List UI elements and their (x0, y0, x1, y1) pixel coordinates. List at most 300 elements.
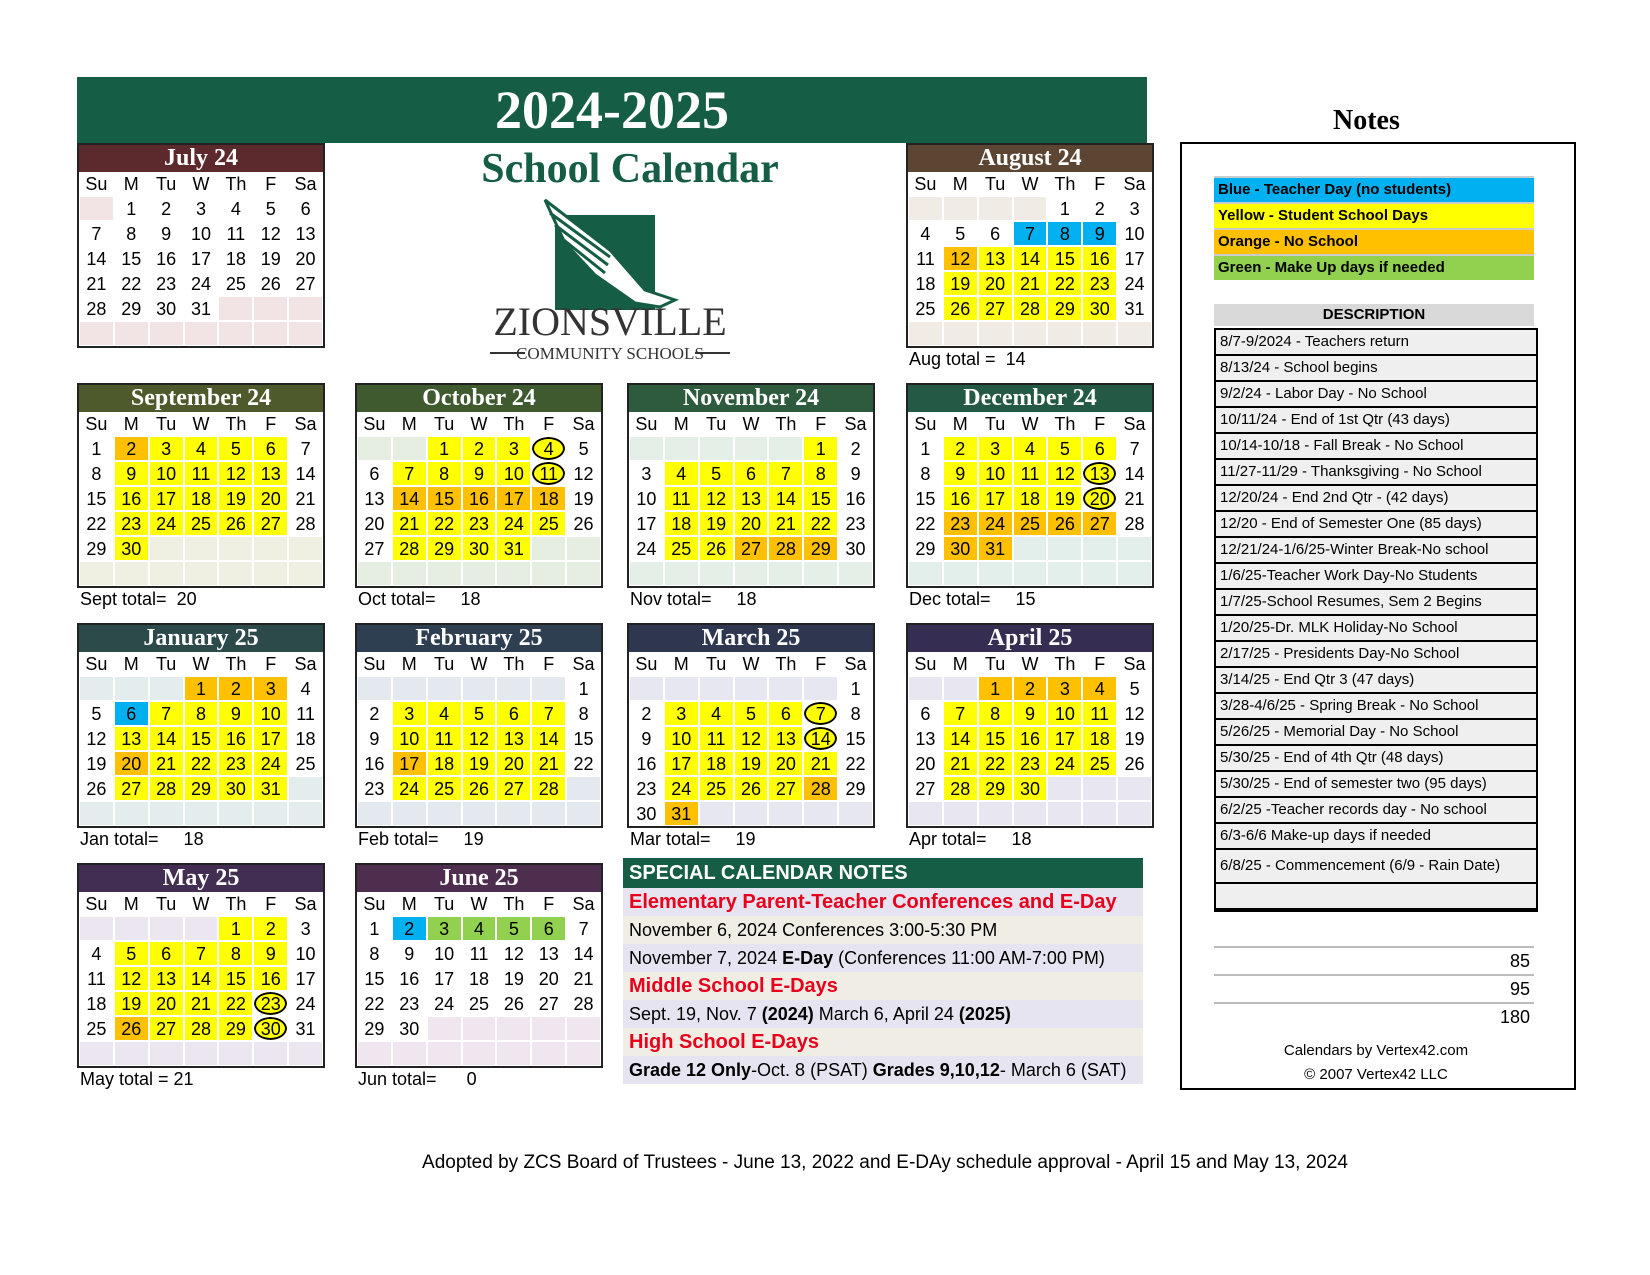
day-cell: 18 (288, 726, 323, 751)
day-cell: 14 (943, 726, 978, 751)
day-cell: 24 (496, 511, 531, 536)
day-cell: 15 (184, 726, 219, 751)
day-cell: 4 (218, 196, 253, 221)
month-5 (906, 383, 1154, 588)
day-cell: 29 (803, 536, 838, 561)
day-cell: 22 (427, 511, 462, 536)
day-cell: 5 (943, 221, 978, 246)
day-cell: 1 (357, 916, 392, 941)
day-cell: 13 (1082, 461, 1117, 486)
day-cell: 21 (392, 511, 427, 536)
month-0 (77, 143, 325, 348)
day-cell: 21 (288, 486, 323, 511)
day-cell: 30 (462, 536, 497, 561)
day-cell: 2 (462, 436, 497, 461)
day-cell: 17 (629, 511, 664, 536)
day-cell: 18 (664, 511, 699, 536)
empty-cell (1117, 801, 1152, 826)
empty-cell (79, 801, 114, 826)
weekday-label: Su (635, 414, 658, 434)
weekday-label: Su (363, 654, 386, 674)
logo-name: ZIONSVILLE (493, 299, 727, 344)
total-year: 180 (1214, 1002, 1534, 1030)
day-cell: 20 (1082, 486, 1117, 511)
day-cell: 4 (427, 701, 462, 726)
elementary-note-1: November 6, 2024 Conferences 3:00-5:30 PM (623, 916, 1143, 944)
day-cell: 16 (218, 726, 253, 751)
weekday-label: Tu (984, 174, 1006, 194)
weekday-label: Tu (155, 174, 177, 194)
day-cell: 11 (1013, 461, 1048, 486)
day-cell: 11 (699, 726, 734, 751)
day-cell: 9 (1013, 701, 1048, 726)
day-cell: 20 (357, 511, 392, 536)
month-title: September 24 (79, 385, 323, 412)
day-cell: 30 (838, 536, 873, 561)
day-cell: 8 (803, 461, 838, 486)
weekday-label: W (1021, 414, 1039, 434)
day-cell: 23 (253, 991, 288, 1016)
weekday-row (908, 172, 1152, 196)
day-cell: 26 (218, 511, 253, 536)
day-cell: 5 (734, 701, 769, 726)
weekday-row (79, 412, 323, 436)
day-cell: 7 (79, 221, 114, 246)
month-title: February 25 (357, 625, 601, 652)
empty-cell (114, 676, 149, 701)
day-cell: 15 (978, 726, 1013, 751)
day-cell: 1 (803, 436, 838, 461)
description-row: 6/3-6/6 Make-up days if needed (1216, 824, 1536, 850)
weekday-label: F (1094, 414, 1106, 434)
day-cell: 15 (427, 486, 462, 511)
day-cell: 14 (1013, 246, 1048, 271)
empty-cell (1082, 801, 1117, 826)
day-cell: 22 (184, 751, 219, 776)
day-cell: 14 (149, 726, 184, 751)
weekday-label: Tu (705, 654, 727, 674)
day-cell: 20 (496, 751, 531, 776)
adoption-note: Adopted by ZCS Board of Trustees - June 13, 2022 and E-DAy schedule approval - April 15 and May 13, 2024 (422, 1152, 1348, 1173)
day-cell: 23 (114, 511, 149, 536)
description-row: 9/2/24 - Labor Day - No School (1216, 382, 1536, 408)
day-cell: 19 (79, 751, 114, 776)
day-cell: 1 (908, 436, 943, 461)
empty-cell (357, 436, 392, 461)
day-cell: 26 (1117, 751, 1152, 776)
day-cell: 20 (734, 511, 769, 536)
weekday-row (357, 652, 601, 676)
empty-cell (943, 676, 978, 701)
weekday-label: Su (85, 894, 108, 914)
empty-cell (699, 561, 734, 586)
weekday-label: Su (914, 654, 937, 674)
description-row: 3/14/25 - End Qtr 3 (47 days) (1216, 668, 1536, 694)
day-cell: 19 (1117, 726, 1152, 751)
weekday-label: Sa (1123, 654, 1146, 674)
day-cell: 1 (978, 676, 1013, 701)
day-cell: 17 (184, 246, 219, 271)
weekday-label: Th (225, 414, 247, 434)
description-row: 3/28-4/6/25 - Spring Break - No School (1216, 694, 1536, 720)
empty-cell (288, 321, 323, 346)
weekday-label: F (815, 414, 827, 434)
legend-makeup-day: Green - Make Up days if needed (1214, 254, 1534, 280)
day-cell: 29 (1047, 296, 1082, 321)
day-cells (908, 436, 1152, 586)
description-row: 10/14-10/18 - Fall Break - No School (1216, 434, 1536, 460)
empty-cell (629, 561, 664, 586)
day-cell: 28 (943, 776, 978, 801)
weekday-label: Th (503, 894, 525, 914)
description-row: 8/13/24 - School begins (1216, 356, 1536, 382)
day-cell: 31 (1117, 296, 1152, 321)
day-cell: 15 (79, 486, 114, 511)
day-cell: 23 (392, 991, 427, 1016)
total-semester-one: 85 (1214, 946, 1534, 974)
day-cell: 11 (462, 941, 497, 966)
day-cell: 22 (908, 511, 943, 536)
day-cell: 30 (218, 776, 253, 801)
empty-cell (218, 561, 253, 586)
empty-cell (566, 1016, 601, 1041)
empty-cell (218, 321, 253, 346)
legend-no-school: Orange - No School (1214, 228, 1534, 254)
weekday-label: W (1021, 174, 1039, 194)
empty-cell (427, 1016, 462, 1041)
weekday-label: M (401, 654, 417, 674)
day-cell: 14 (392, 486, 427, 511)
day-cells (629, 436, 873, 586)
weekday-label: Th (1054, 174, 1076, 194)
weekday-label: M (401, 894, 417, 914)
day-cell: 5 (566, 436, 601, 461)
day-cell: 4 (664, 461, 699, 486)
empty-cell (908, 196, 943, 221)
weekday-label: Tu (155, 414, 177, 434)
day-cell: 9 (357, 726, 392, 751)
description-header: DESCRIPTION (1214, 304, 1534, 326)
empty-cell (566, 776, 601, 801)
day-cell: 26 (79, 776, 114, 801)
day-cell: 2 (392, 916, 427, 941)
day-cell: 15 (838, 726, 873, 751)
day-cell: 1 (79, 436, 114, 461)
empty-cell (288, 801, 323, 826)
special-calendar-notes (623, 858, 1143, 1084)
weekday-label: M (952, 654, 968, 674)
day-cell: 7 (184, 941, 219, 966)
empty-cell (149, 1041, 184, 1066)
day-cell: 16 (1082, 246, 1117, 271)
day-cell: 26 (253, 271, 288, 296)
day-cell: 27 (496, 776, 531, 801)
calendar-subtitle: School Calendar (481, 146, 779, 192)
day-cell: 11 (184, 461, 219, 486)
weekday-label: Tu (155, 894, 177, 914)
day-cell: 26 (496, 991, 531, 1016)
empty-cell (253, 561, 288, 586)
empty-cell (357, 801, 392, 826)
day-cell: 6 (908, 701, 943, 726)
day-cell: 19 (253, 246, 288, 271)
day-cell: 13 (734, 486, 769, 511)
day-cell: 11 (1082, 701, 1117, 726)
day-cell: 7 (803, 701, 838, 726)
empty-cell (531, 561, 566, 586)
empty-cell (1013, 536, 1048, 561)
day-cell: 5 (1047, 436, 1082, 461)
day-cell: 3 (392, 701, 427, 726)
description-row: 12/20/24 - End 2nd Qtr - (42 days) (1216, 486, 1536, 512)
weekday-label: Su (914, 174, 937, 194)
day-cell: 10 (1047, 701, 1082, 726)
month-title: March 25 (629, 625, 873, 652)
elementary-heading: Elementary Parent-Teacher Conferences and E-Day (623, 888, 1143, 916)
day-cell: 4 (908, 221, 943, 246)
day-cell: 17 (1047, 726, 1082, 751)
special-notes-header: SPECIAL CALENDAR NOTES (623, 858, 1143, 888)
day-cell: 6 (1082, 436, 1117, 461)
day-cell: 24 (184, 271, 219, 296)
day-cell: 8 (218, 941, 253, 966)
day-cell: 9 (149, 221, 184, 246)
day-cell: 20 (978, 271, 1013, 296)
empty-cell (79, 561, 114, 586)
weekday-label: W (192, 894, 210, 914)
month-title: October 24 (357, 385, 601, 412)
day-cell: 26 (1047, 511, 1082, 536)
total-semester-two: 95 (1214, 974, 1534, 1002)
day-cell: 16 (253, 966, 288, 991)
day-cell: 10 (664, 726, 699, 751)
day-cell: 15 (357, 966, 392, 991)
empty-cell (253, 536, 288, 561)
day-cell: 28 (79, 296, 114, 321)
weekday-label: Th (225, 174, 247, 194)
weekday-label: Sa (1123, 414, 1146, 434)
day-cell: 24 (288, 991, 323, 1016)
day-cell: 31 (288, 1016, 323, 1041)
empty-cell (184, 321, 219, 346)
day-cell: 13 (978, 246, 1013, 271)
day-cell: 21 (531, 751, 566, 776)
empty-cell (496, 1016, 531, 1041)
day-cell: 29 (427, 536, 462, 561)
empty-cell (699, 676, 734, 701)
weekday-row (629, 412, 873, 436)
day-cell: 14 (79, 246, 114, 271)
day-cell: 18 (699, 751, 734, 776)
empty-cell (629, 676, 664, 701)
empty-cell (1082, 536, 1117, 561)
month-7 (355, 623, 603, 828)
month-total: Jun total= 0 (358, 1069, 477, 1089)
day-cell: 14 (531, 726, 566, 751)
weekday-label: Su (914, 414, 937, 434)
day-cell: 30 (253, 1016, 288, 1041)
day-cell: 29 (114, 296, 149, 321)
day-cell: 22 (357, 991, 392, 1016)
day-cell: 10 (392, 726, 427, 751)
day-cell: 1 (838, 676, 873, 701)
day-cell: 18 (218, 246, 253, 271)
day-cell: 3 (1047, 676, 1082, 701)
day-cell: 3 (184, 196, 219, 221)
day-cell: 24 (664, 776, 699, 801)
month-title: January 25 (79, 625, 323, 652)
day-cell: 29 (838, 776, 873, 801)
day-cell: 6 (768, 701, 803, 726)
description-row: 1/20/25-Dr. MLK Holiday-No School (1216, 616, 1536, 642)
empty-cell (184, 916, 219, 941)
day-cell: 3 (1117, 196, 1152, 221)
day-cell: 13 (768, 726, 803, 751)
day-cell: 10 (184, 221, 219, 246)
day-cell: 8 (566, 701, 601, 726)
day-cell: 27 (908, 776, 943, 801)
day-cell: 5 (699, 461, 734, 486)
empty-cell (427, 676, 462, 701)
weekday-label: M (123, 414, 139, 434)
weekday-label: F (1094, 174, 1106, 194)
day-cell: 23 (943, 511, 978, 536)
empty-cell (768, 676, 803, 701)
day-cell: 9 (462, 461, 497, 486)
notes-title: Notes (1333, 105, 1400, 136)
weekday-label: Su (85, 174, 108, 194)
day-cell: 16 (149, 246, 184, 271)
day-cell: 21 (768, 511, 803, 536)
day-cells (357, 436, 601, 586)
empty-cell (699, 436, 734, 461)
weekday-row (908, 652, 1152, 676)
empty-cell (357, 1041, 392, 1066)
empty-cell (803, 801, 838, 826)
day-cell: 27 (149, 1016, 184, 1041)
day-cell: 20 (768, 751, 803, 776)
empty-cell (531, 801, 566, 826)
empty-cell (357, 561, 392, 586)
empty-cell (1047, 776, 1082, 801)
day-cell: 5 (462, 701, 497, 726)
empty-cell (531, 536, 566, 561)
day-cell: 25 (664, 536, 699, 561)
day-cell: 21 (184, 991, 219, 1016)
day-cell: 30 (629, 801, 664, 826)
empty-cell (149, 916, 184, 941)
weekday-label: Tu (984, 654, 1006, 674)
day-cell: 10 (427, 941, 462, 966)
empty-cell (427, 1041, 462, 1066)
day-cell: 5 (1117, 676, 1152, 701)
empty-cell (734, 561, 769, 586)
day-cell: 16 (114, 486, 149, 511)
day-cell: 25 (218, 271, 253, 296)
day-cell: 19 (496, 966, 531, 991)
day-cell: 6 (496, 701, 531, 726)
day-cell: 18 (462, 966, 497, 991)
day-cell: 12 (1117, 701, 1152, 726)
day-cell: 17 (978, 486, 1013, 511)
day-cell: 4 (184, 436, 219, 461)
day-cell: 16 (392, 966, 427, 991)
weekday-label: W (742, 414, 760, 434)
day-cell: 9 (253, 941, 288, 966)
day-cell: 29 (184, 776, 219, 801)
day-cell: 23 (357, 776, 392, 801)
empty-cell (566, 801, 601, 826)
day-cell: 12 (79, 726, 114, 751)
empty-cell (79, 676, 114, 701)
empty-cell (79, 321, 114, 346)
weekday-label: Su (85, 414, 108, 434)
empty-cell (1013, 801, 1048, 826)
month-1 (906, 143, 1154, 348)
day-cell: 28 (531, 776, 566, 801)
empty-cell (1117, 321, 1152, 346)
day-cell: 21 (149, 751, 184, 776)
day-cell: 25 (699, 776, 734, 801)
weekday-label: Sa (294, 174, 317, 194)
day-cell: 25 (79, 1016, 114, 1041)
weekday-label: M (401, 414, 417, 434)
day-cell: 31 (496, 536, 531, 561)
day-cell: 8 (1047, 221, 1082, 246)
empty-cell (184, 1041, 219, 1066)
day-cell: 12 (462, 726, 497, 751)
day-cell: 15 (908, 486, 943, 511)
day-cell: 3 (288, 916, 323, 941)
day-cell: 6 (531, 916, 566, 941)
month-total: May total = 21 (80, 1069, 194, 1089)
day-cell: 23 (1013, 751, 1048, 776)
month-10 (77, 863, 325, 1068)
day-cell: 18 (79, 991, 114, 1016)
weekday-label: Sa (572, 414, 595, 434)
day-cell: 2 (1082, 196, 1117, 221)
empty-cell (288, 561, 323, 586)
empty-cell (149, 676, 184, 701)
empty-cell (288, 776, 323, 801)
day-cell: 2 (149, 196, 184, 221)
month-total: Aug total = 14 (909, 349, 1026, 369)
description-row: 6/2/25 -Teacher records day - No school (1216, 798, 1536, 824)
weekday-label: Sa (572, 654, 595, 674)
empty-cell (629, 436, 664, 461)
month-4 (627, 383, 875, 588)
day-cell: 16 (838, 486, 873, 511)
empty-cell (838, 561, 873, 586)
day-cell: 23 (462, 511, 497, 536)
empty-cell (978, 801, 1013, 826)
empty-cell (184, 536, 219, 561)
day-cell: 3 (978, 436, 1013, 461)
weekday-label: F (543, 414, 555, 434)
day-cell: 27 (1082, 511, 1117, 536)
day-cell: 14 (566, 941, 601, 966)
empty-cell (253, 801, 288, 826)
day-cell: 9 (838, 461, 873, 486)
empty-cell (496, 1041, 531, 1066)
day-cell: 5 (253, 196, 288, 221)
day-cell: 17 (149, 486, 184, 511)
empty-cell (838, 801, 873, 826)
empty-cell (908, 561, 943, 586)
day-cell: 21 (1013, 271, 1048, 296)
day-cells (357, 676, 601, 826)
day-cell: 8 (184, 701, 219, 726)
